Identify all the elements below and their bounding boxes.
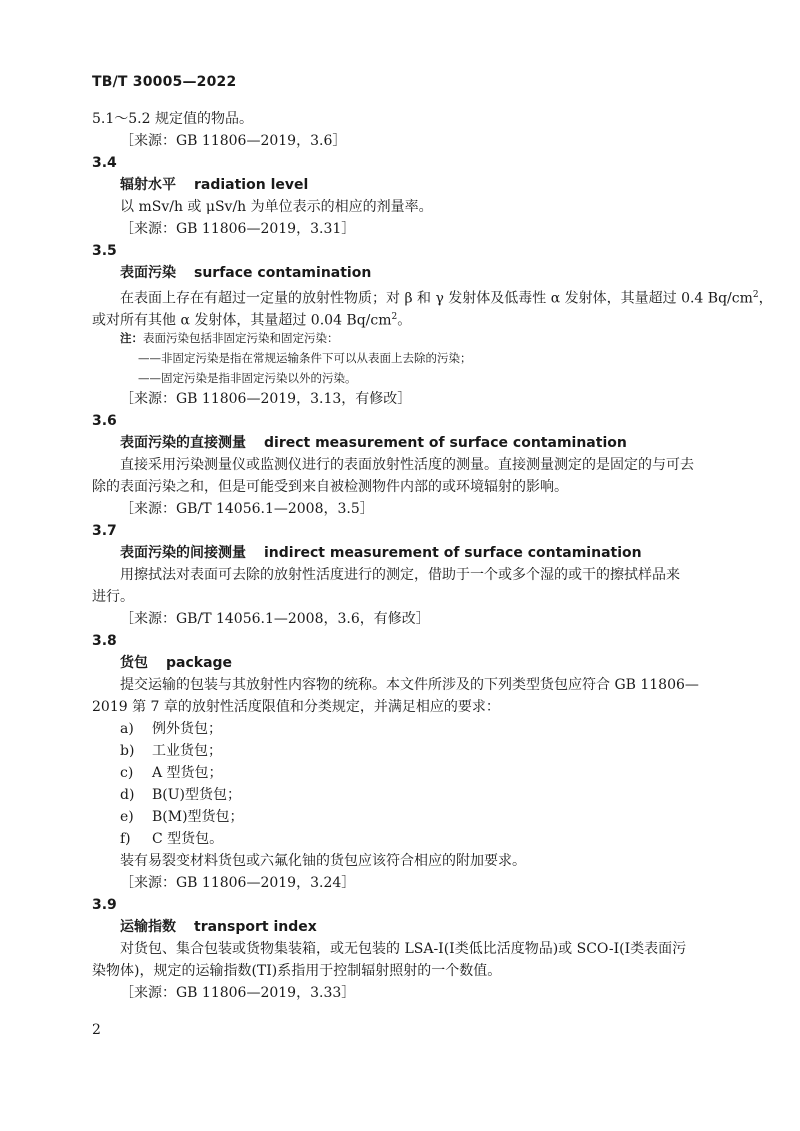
source-3-6: ［来源：GB/T 14056.1—2008，3.5］ — [120, 501, 374, 517]
definition-3-6-line2: 除的表面污染之和，但是可能受到来自被检测物件内部的或环境辐射的影响。 — [92, 479, 568, 495]
definition-3-6-line1: 直接采用污染测量仪或监测仪进行的表面放射性活度的测量。直接测量测定的是固定的与可去 — [120, 457, 694, 473]
def-punct: ， — [758, 290, 773, 307]
source-3-4: ［来源：GB 11806—2019，3.31］ — [120, 221, 356, 237]
list-text: 工业货包； — [152, 743, 222, 759]
definition-3-8-line1: 提交运输的包装与其放射性内容物的统称。本文件所涉及的下列类型货包应符合 GB 11806— — [120, 677, 699, 693]
list-item — [92, 784, 712, 806]
term-en: transport index — [194, 919, 317, 935]
list-item — [92, 806, 712, 828]
definition-3-5-line2 — [92, 306, 712, 328]
definition-3-7-line2: 进行。 — [92, 589, 134, 605]
list-marker: f) — [120, 831, 131, 847]
intro-text: 5.1～5.2 规定值的物品。 — [92, 111, 253, 127]
standard-code: TB/T 30005—2022 — [92, 74, 237, 90]
def-punct: 。 — [397, 312, 412, 329]
note-label: 注： — [120, 331, 143, 345]
term-3-4 — [92, 174, 712, 196]
def-text: 在表面上存在有超过一定量的放射性物质；对 β 和 γ 发射体及低毒性 α 发射体，其量超过 0.4 Bq/cm — [120, 290, 753, 307]
list-item — [92, 740, 712, 762]
additional-requirement-3-8: 装有易裂变材料货包或六氟化铀的货包应该符合相应的附加要求。 — [120, 853, 526, 869]
list-item — [92, 828, 712, 850]
list-text: A 型货包； — [152, 765, 223, 781]
term-3-9 — [92, 916, 712, 938]
note-3-5 — [92, 328, 712, 348]
definition-3-8-line2: 2019 第 7 章的放射性活度限值和分类规定，并满足相应的要求： — [92, 699, 500, 715]
source-3-7: ［来源：GB/T 14056.1—2008，3.6，有修改］ — [120, 611, 430, 627]
clause-number-3-4: 3.4 — [92, 155, 117, 171]
document-body — [92, 108, 773, 1004]
source-3-8: ［来源：GB 11806—2019，3.24］ — [120, 875, 356, 891]
clause-number-3-6: 3.6 — [92, 413, 117, 429]
term-en: indirect measurement of surface contamination — [264, 545, 642, 561]
list-item — [92, 762, 712, 784]
term-zh: 辐射水平 — [120, 177, 176, 193]
definition-3-5-line1 — [92, 284, 773, 307]
list-marker: d) — [120, 787, 135, 803]
superscript: 2 — [391, 312, 398, 322]
clause-number-3-5: 3.5 — [92, 243, 117, 259]
term-en: radiation level — [194, 177, 309, 193]
note-text: 表面污染包括非固定污染和固定污染： — [143, 331, 339, 345]
term-en: package — [166, 655, 233, 671]
list-text: C 型货包。 — [152, 831, 224, 847]
term-zh: 货包 — [120, 655, 148, 671]
note-item-1: ——非固定污染是指在常规运输条件下可以从表面上去除的污染； — [138, 351, 472, 365]
clause-number-3-9: 3.9 — [92, 897, 117, 913]
clause-number-3-7: 3.7 — [92, 523, 117, 539]
def-text: 或对所有其他 α 发射体，其量超过 0.04 Bq/cm — [92, 312, 392, 329]
term-zh: 表面污染 — [120, 265, 176, 281]
term-en: direct measurement of surface contamination — [264, 435, 627, 451]
term-zh: 运输指数 — [120, 919, 176, 935]
source-3-5: ［来源：GB 11806—2019，3.13，有修改］ — [120, 391, 412, 407]
clause-number-3-8: 3.8 — [92, 633, 117, 649]
list-marker: a) — [120, 721, 134, 737]
definition-3-9-line2: 染物体)，规定的运输指数(TI)系指用于控制辐射照射的一个数值。 — [92, 963, 502, 979]
page-number: 2 — [92, 1022, 101, 1038]
list-marker: c) — [120, 765, 134, 781]
definition-3-9-line1: 对货包、集合包装或货物集装箱，或无包装的 LSA-Ⅰ(Ⅰ类低比活度物品)或 SCO-Ⅰ(Ⅰ类表面污 — [120, 941, 687, 957]
superscript: 2 — [752, 290, 759, 300]
list-item — [92, 718, 712, 740]
term-en: surface contamination — [194, 265, 372, 281]
source-3-9: ［来源：GB 11806—2019，3.33］ — [120, 985, 356, 1001]
list-text: B(U)型货包； — [152, 787, 242, 803]
list-marker: b) — [120, 743, 135, 759]
list-marker: e) — [120, 809, 134, 825]
intro-source: ［来源：GB 11806—2019，3.6］ — [120, 133, 347, 149]
definition-3-4: 以 mSv/h 或 μSv/h 为单位表示的相应的剂量率。 — [120, 199, 433, 215]
definition-3-7-line1: 用擦拭法对表面可去除的放射性活度进行的测定，借助于一个或多个湿的或干的擦拭样品来 — [120, 567, 680, 583]
term-3-5 — [92, 262, 712, 284]
term-zh: 表面污染的直接测量 — [120, 435, 246, 451]
list-text: B(M)型货包； — [152, 809, 244, 825]
term-3-6 — [92, 432, 712, 454]
term-3-8 — [92, 652, 712, 674]
term-3-7 — [92, 542, 712, 564]
term-zh: 表面污染的间接测量 — [120, 545, 246, 561]
list-text: 例外货包； — [152, 721, 222, 737]
note-item-2: ——固定污染是指非固定污染以外的污染。 — [138, 371, 357, 385]
